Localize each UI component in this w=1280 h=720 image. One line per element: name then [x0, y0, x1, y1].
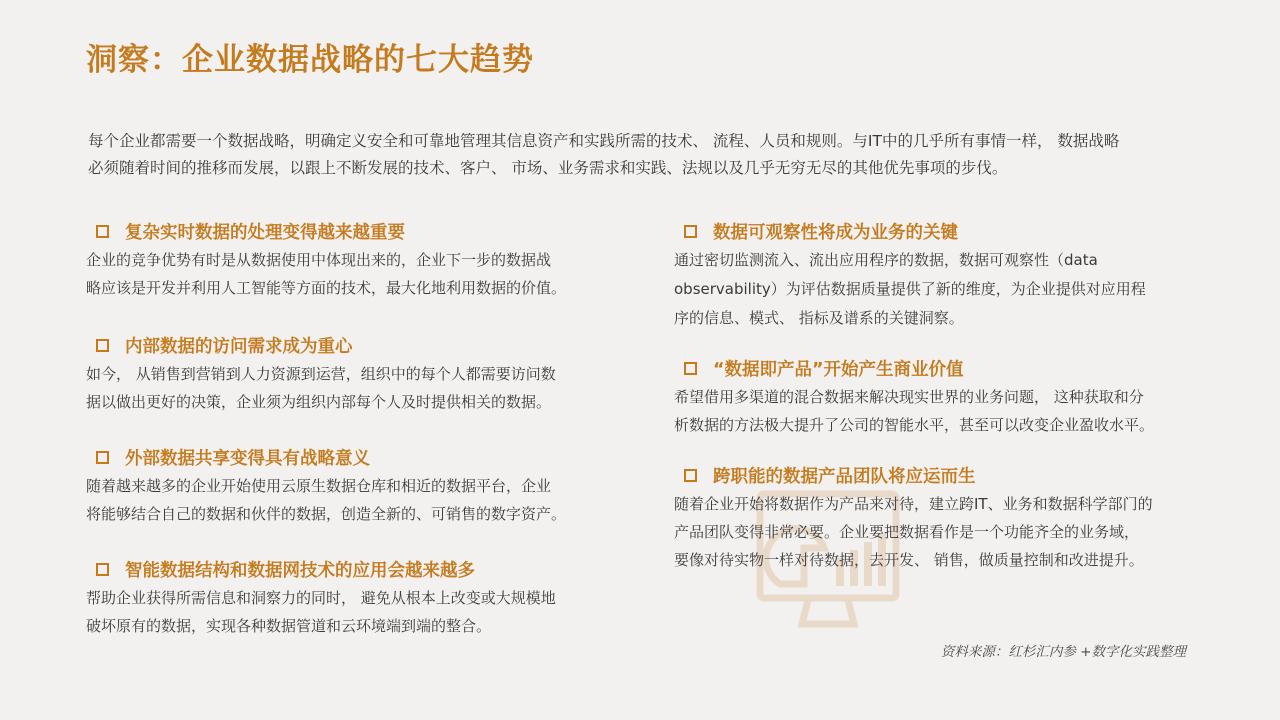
checkbox-icon	[96, 451, 109, 464]
intro-line: 必须随着时间的推移而发展，以跟上不断发展的技术、客户、 市场、业务需求和实践、法规以及几乎无穷无尽的其他优先事项的步伐。	[88, 159, 1008, 177]
trend-body	[86, 360, 586, 416]
trend-body-line: 随着企业开始将数据作为产品来对待，建立跨IT、业务和数据科学部门的	[674, 495, 1153, 513]
checkbox-icon	[96, 339, 109, 352]
trend-heading	[674, 216, 1184, 246]
trend-body	[674, 246, 1184, 333]
trend-body-line: 希望借用多渠道的混合数据来解决现实世界的业务问题， 这种获取和分	[674, 388, 1144, 406]
trend-body	[674, 490, 1184, 574]
checkbox-icon	[96, 563, 109, 576]
trend-body-line: 序的信息、模式、 指标及谱系的关键洞察。	[674, 309, 964, 327]
trend-body-line: 据以做出更好的决策，企业须为组织内部每个人及时提供相关的数据。	[86, 393, 552, 411]
trend-heading	[86, 330, 586, 360]
trend-heading-text: 智能数据结构和数据网技术的应用会越来越多	[125, 560, 475, 581]
trend-body-line: 企业的竞争优势有时是从数据使用中体现出来的，企业下一步的数据战	[86, 251, 552, 269]
trend-section	[86, 216, 586, 302]
trend-body	[86, 584, 586, 640]
intro-paragraph	[88, 128, 1198, 182]
trend-heading-text: “数据即产品”开始产生商业价值	[713, 359, 964, 380]
checkbox-icon	[96, 225, 109, 238]
trend-section	[674, 216, 1184, 333]
trend-heading-text: 复杂实时数据的处理变得越来越重要	[125, 222, 405, 243]
checkbox-icon	[684, 225, 697, 238]
trend-body	[674, 383, 1184, 439]
page-title: 洞察：企业数据战略的七大趋势	[86, 42, 534, 78]
trend-heading	[86, 442, 586, 472]
trend-section	[86, 330, 586, 416]
trend-body-line: 略应该是开发并利用人工智能等方面的技术，最大化地利用数据的价值。	[86, 279, 567, 297]
intro-line: 每个企业都需要一个数据战略，明确定义安全和可靠地管理其信息资产和实践所需的技术、 流程、人员和规则。与IT中的几乎所有事情一样， 数据战略	[88, 132, 1120, 150]
trend-heading-text: 跨职能的数据产品团队将应运而生	[713, 466, 976, 487]
trend-body	[86, 246, 586, 302]
trend-section	[86, 554, 586, 640]
trend-body-line: 将能够结合自己的数据和伙伴的数据，创造全新的、可销售的数字资产。	[86, 505, 567, 523]
trend-body-line: 产品团队变得非常必要。企业要把数据看作是一个功能齐全的业务域，	[674, 523, 1140, 541]
trend-body-line: 破坏原有的数据，实现各种数据管道和云环境端到端的整合。	[86, 617, 492, 635]
trend-section	[674, 460, 1184, 574]
trend-heading-text: 数据可观察性将成为业务的关键	[713, 222, 958, 243]
trend-section	[86, 442, 586, 528]
trend-heading	[86, 554, 586, 584]
trend-heading-text: 内部数据的访问需求成为重心	[125, 336, 353, 357]
source-note: 资料来源：红杉汇内参 +数字化实践整理	[940, 644, 1186, 660]
trend-heading	[86, 216, 586, 246]
trend-body-line: 通过密切监测流入、流出应用程序的数据，数据可观察性（data	[674, 251, 1098, 269]
checkbox-icon	[684, 469, 697, 482]
trend-body-line: observability）为评估数据质量提供了新的维度，为企业提供对应用程	[674, 280, 1146, 298]
trend-section	[674, 353, 1184, 439]
trend-body-line: 帮助企业获得所需信息和洞察力的同时， 避免从根本上改变或大规模地	[86, 589, 556, 607]
trend-body-line: 如今， 从销售到营销到人力资源到运营，组织中的每个人都需要访问数	[86, 365, 556, 383]
trend-body-line: 要像对待实物一样对待数据，去开发、 销售，做质量控制和改进提升。	[674, 551, 1144, 569]
trend-heading-text: 外部数据共享变得具有战略意义	[125, 448, 370, 469]
trend-heading	[674, 460, 1184, 490]
checkbox-icon	[684, 362, 697, 375]
trend-body-line: 随着越来越多的企业开始使用云原生数据仓库和相近的数据平台，企业	[86, 477, 552, 495]
trend-body	[86, 472, 586, 528]
trend-heading	[674, 353, 1184, 383]
trend-body-line: 析数据的方法极大提升了公司的智能水平，甚至可以改变企业盈收水平。	[674, 416, 1155, 434]
